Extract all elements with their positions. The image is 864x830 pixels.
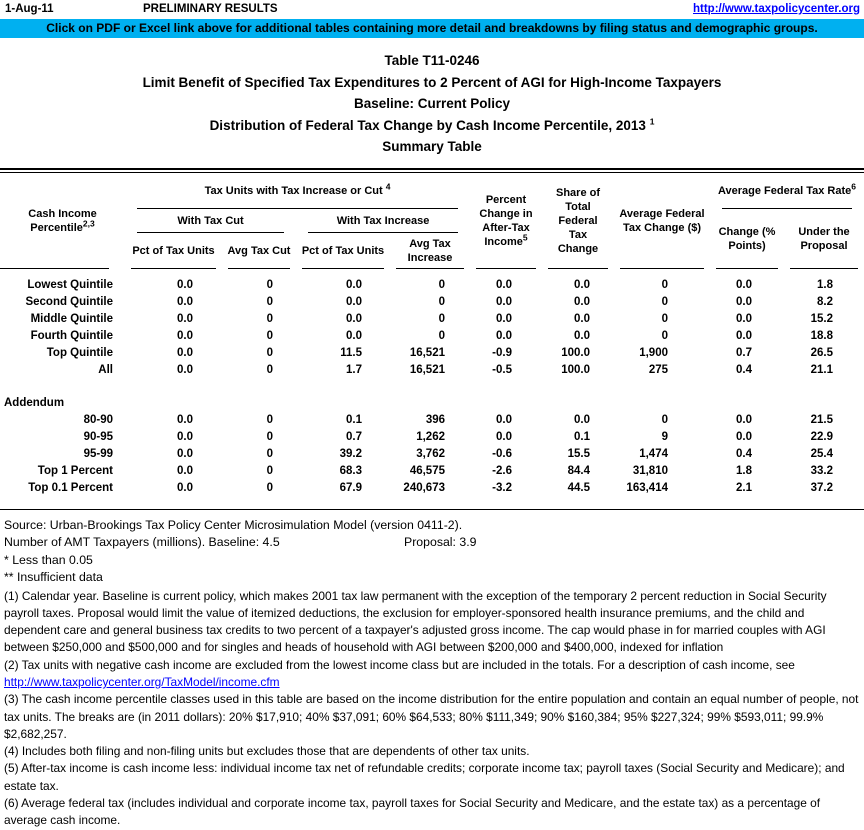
cell: -2.6: [492, 465, 512, 477]
cell: 0.7: [346, 431, 362, 443]
footnote-ref-1: 1: [649, 116, 655, 126]
table-row: [0, 311, 864, 328]
cell: 396: [425, 414, 445, 426]
summary-table-section: [0, 168, 864, 510]
cell: 0.0: [736, 313, 752, 325]
cell: 0.0: [574, 313, 590, 325]
cell: 0.0: [574, 330, 590, 342]
cell: 15.5: [567, 448, 590, 460]
cell: 0: [661, 414, 668, 426]
table-number-title: Table T11-0246: [384, 53, 480, 68]
cell: 0: [266, 448, 273, 460]
cell: 68.3: [339, 465, 362, 477]
cell: 0.0: [496, 414, 512, 426]
cell: 67.9: [339, 482, 362, 494]
cell: 0: [266, 364, 273, 376]
cell: 0.0: [736, 330, 752, 342]
cell: 0.0: [177, 448, 193, 460]
table-row: [0, 277, 864, 294]
table-row: [0, 429, 864, 446]
site-link[interactable]: http://www.taxpolicycenter.org: [693, 3, 860, 15]
cell: 0: [266, 347, 273, 359]
header-cash-income-percentile: Cash Income Percentile$^{2,3}$: [0, 173, 125, 269]
table-row: [0, 345, 864, 362]
insufficient-data-note: ** Insufficient data: [4, 570, 103, 584]
title-block: [0, 50, 864, 158]
cell: 0: [266, 313, 273, 325]
cell: 1,262: [416, 431, 445, 443]
table-row: [0, 328, 864, 345]
cell: 240,673: [403, 482, 445, 494]
cell: 1.8: [736, 465, 752, 477]
cell: 8.2: [817, 296, 833, 308]
cell: 0.0: [177, 431, 193, 443]
row-label: Top 1 Percent: [37, 465, 113, 477]
cell: -0.6: [492, 448, 512, 460]
cell: 275: [648, 364, 668, 376]
footnote-ref-2-3: 2,3: [82, 217, 95, 228]
addendum-header-row: [0, 395, 864, 412]
cell: 21.5: [810, 414, 833, 426]
main-title: Limit Benefit of Specified Tax Expenditures to 2 Percent of AGI for High-Income Taxpayers: [142, 74, 722, 90]
cell: 0: [438, 279, 445, 291]
spacer: [0, 497, 864, 509]
table-row: [0, 463, 864, 480]
header-share-total-federal-tax-change: Share of Total Federal Tax Change: [542, 173, 614, 269]
cell: 0.0: [496, 313, 512, 325]
cell: 0.0: [177, 482, 193, 494]
row-label: 80-90: [83, 414, 113, 426]
cell: 0.0: [177, 364, 193, 376]
summary-table-title: Summary Table: [382, 139, 482, 154]
cell: 21.1: [810, 364, 833, 376]
less-than-note: * Less than 0.05: [4, 552, 93, 567]
spacer: [0, 379, 864, 395]
cell: 0.0: [346, 330, 362, 342]
cell: 31,810: [632, 465, 668, 477]
header-with-tax-increase: With Tax Increase: [296, 209, 470, 233]
cell: 0.0: [736, 414, 752, 426]
cell: 0: [661, 279, 668, 291]
header-pct-of-tax-units-cut: Pct of Tax Units: [125, 233, 222, 269]
addendum-label: Addendum: [4, 397, 65, 409]
cell: 0.0: [177, 296, 193, 308]
footnote-2: (2) Tax units with negative cash income are excluded from the lowest income class but are included in the totals. For a description of cash income, see: [4, 657, 795, 672]
cell: 0.0: [346, 313, 362, 325]
cell: 3,762: [416, 448, 445, 460]
row-label: Top 0.1 Percent: [28, 482, 113, 494]
summary-table: [0, 173, 864, 509]
footnote-5: (5) After-tax income is cash income less: individual income tax net of refundable credits; corporate income tax; payroll taxes (Social Security and Medicare); and estate tax.: [4, 761, 845, 793]
cell: 163,414: [626, 482, 668, 494]
cell: 0: [266, 279, 273, 291]
cell: 15.2: [810, 313, 833, 325]
cell: 16,521: [409, 364, 445, 376]
table-row: [0, 412, 864, 429]
header-tax-units-group: Tax Units with Tax Increase or Cut $^4$: [125, 173, 470, 209]
baseline-title: Baseline: Current Policy: [353, 96, 511, 111]
table-row: [0, 362, 864, 379]
cell: 0: [266, 465, 273, 477]
cell: 0.0: [736, 431, 752, 443]
cell: 0.0: [496, 279, 512, 291]
cell: 0.0: [574, 414, 590, 426]
header-with-tax-cut: With Tax Cut: [125, 209, 296, 233]
cell: 0: [661, 330, 668, 342]
footnote-6: (6) Average federal tax (includes individual and corporate income tax, payroll taxes for Social Security and Medicare, and the estate tax) as a percentage of average cash income.: [4, 796, 821, 828]
cell: 100.0: [561, 347, 590, 359]
footnote-ref-6: 6: [851, 180, 857, 191]
cell: 46,575: [409, 465, 445, 477]
cell: 0.0: [574, 296, 590, 308]
cell: 2.1: [736, 482, 752, 494]
cell: 0: [266, 482, 273, 494]
cell: 0: [438, 330, 445, 342]
header-avg-tax-increase: Avg Tax Increase: [390, 233, 470, 269]
cell: 0: [266, 431, 273, 443]
header-avg-federal-tax-change: Average Federal Tax Change ($): [614, 173, 710, 269]
spacer: [0, 269, 864, 277]
row-label: 90-95: [83, 431, 113, 443]
footnote-1: (1) Calendar year. Baseline is current policy, which makes 2001 tax law permanent with the exception of the temporary 2 percent reduction in Social Security payroll taxes. Proposal would limit the value of itemized deductions, the exclusion for employer-sponsored health insurance premiums, and the child and dependent care and general business tax credits to two percent of a taxpayer's adjusted gross income. The cap would phase in for married couples with AGI between $250,000 and $500,000 and for singles and heads of household with AGI between $200,000 and $400,000, indexed for inflation: [4, 588, 827, 655]
cell: 0.7: [736, 347, 752, 359]
cell: 33.2: [810, 465, 833, 477]
cell: 0: [266, 414, 273, 426]
cell: 1.7: [346, 364, 362, 376]
cell: 0: [266, 296, 273, 308]
row-label: Lowest Quintile: [27, 279, 113, 291]
cell: 44.5: [567, 482, 590, 494]
info-banner: Click on PDF or Excel link above for additional tables containing more detail and breakdowns by filing status and demographic groups.: [0, 19, 864, 38]
table-row: [0, 480, 864, 497]
footnotes: [0, 587, 864, 830]
cell: 0.0: [177, 279, 193, 291]
footnote-3: (3) The cash income percentile classes used in this table are based on the income distribution for the entire population and contain an equal number of people, not tax units. The breaks are (in 2011 dollars): 20% $17,910; 40% $37,091; 60% $64,533; 80% $111,349; 90% $160,384; 95% $227,324; 99% $593,011; 99.9% $2,682,257.: [4, 692, 859, 741]
cell: 0.0: [574, 279, 590, 291]
cell: 0.0: [346, 296, 362, 308]
cell: 1,900: [639, 347, 668, 359]
cell: -0.9: [492, 347, 512, 359]
header-pct-change-after-tax-income: Percent Change in After-Tax Income$^5$: [470, 173, 542, 269]
cell: 16,521: [409, 347, 445, 359]
footnote-4: (4) Includes both filing and non-filing units but excludes those that are dependents of other tax units.: [4, 744, 530, 759]
cell: 0.0: [736, 279, 752, 291]
cell: 0.0: [736, 296, 752, 308]
row-label: Second Quintile: [25, 296, 113, 308]
top-strip: [0, 0, 864, 15]
cell: -3.2: [492, 482, 512, 494]
cell: 0.0: [496, 296, 512, 308]
row-label: All: [98, 364, 113, 376]
footnote-ref-5: 5: [522, 231, 528, 242]
header-avg-tax-cut: Avg Tax Cut: [222, 233, 296, 269]
cell: 25.4: [810, 448, 833, 460]
cell: 0.0: [496, 330, 512, 342]
cell: 22.9: [810, 431, 833, 443]
cell: 0.0: [177, 465, 193, 477]
distribution-title: Distribution of Federal Tax Change by Cash Income Percentile, 2013 $^1$: [209, 116, 655, 133]
preliminary-results-label: PRELIMINARY RESULTS: [143, 3, 278, 15]
amt-baseline-value: Number of AMT Taxpayers (millions). Baseline: 4.5: [4, 535, 280, 549]
income-definition-link[interactable]: http://www.taxpolicycenter.org/TaxModel/income.cfm: [4, 674, 280, 689]
header-change-points: Change (% Points): [710, 209, 784, 269]
cell: -0.5: [492, 364, 512, 376]
header-pct-of-tax-units-increase: Pct of Tax Units: [296, 233, 390, 269]
cell: 0.0: [496, 431, 512, 443]
table-bottom-rule: [0, 509, 864, 510]
cell: 84.4: [567, 465, 590, 477]
header-under-the-proposal: Under the Proposal: [784, 209, 864, 269]
cell: 0.1: [346, 414, 362, 426]
cell: 9: [661, 431, 668, 443]
cell: 0: [438, 313, 445, 325]
cell: 0.0: [177, 330, 193, 342]
source-note: Source: Urban-Brookings Tax Policy Center Microsimulation Model (version 0411-2).: [4, 517, 463, 532]
table-row: [0, 294, 864, 311]
cell: 0.4: [736, 448, 752, 460]
date-label: 1-Aug-11: [5, 3, 54, 15]
cell: 0.0: [177, 414, 193, 426]
cell: 0: [438, 296, 445, 308]
table-row: [0, 446, 864, 463]
cell: 1,474: [639, 448, 668, 460]
cell: 0.0: [346, 279, 362, 291]
row-label: 95-99: [83, 448, 113, 460]
row-label: Top Quintile: [46, 347, 113, 359]
cell: 0: [661, 313, 668, 325]
cell: 11.5: [340, 347, 362, 359]
row-label: Middle Quintile: [30, 313, 113, 325]
cell: 0.0: [177, 347, 193, 359]
footnote-ref-4: 4: [385, 180, 391, 191]
cell: 0.0: [177, 313, 193, 325]
cell: 26.5: [810, 347, 833, 359]
source-block: [0, 517, 864, 587]
amt-taxpayers-line: [4, 534, 864, 552]
cell: 0: [266, 330, 273, 342]
cell: 100.0: [561, 364, 590, 376]
row-label: Fourth Quintile: [30, 330, 113, 342]
cell: 0.4: [736, 364, 752, 376]
cell: 0: [661, 296, 668, 308]
header-avg-federal-tax-rate-group: Average Federal Tax Rate$^6$: [710, 173, 864, 209]
cell: 18.8: [810, 330, 833, 342]
cell: 0.1: [574, 431, 590, 443]
cell: 39.2: [339, 448, 362, 460]
cell: 37.2: [810, 482, 833, 494]
cell: 1.8: [817, 279, 833, 291]
amt-proposal-value: Proposal: 3.9: [404, 535, 477, 549]
